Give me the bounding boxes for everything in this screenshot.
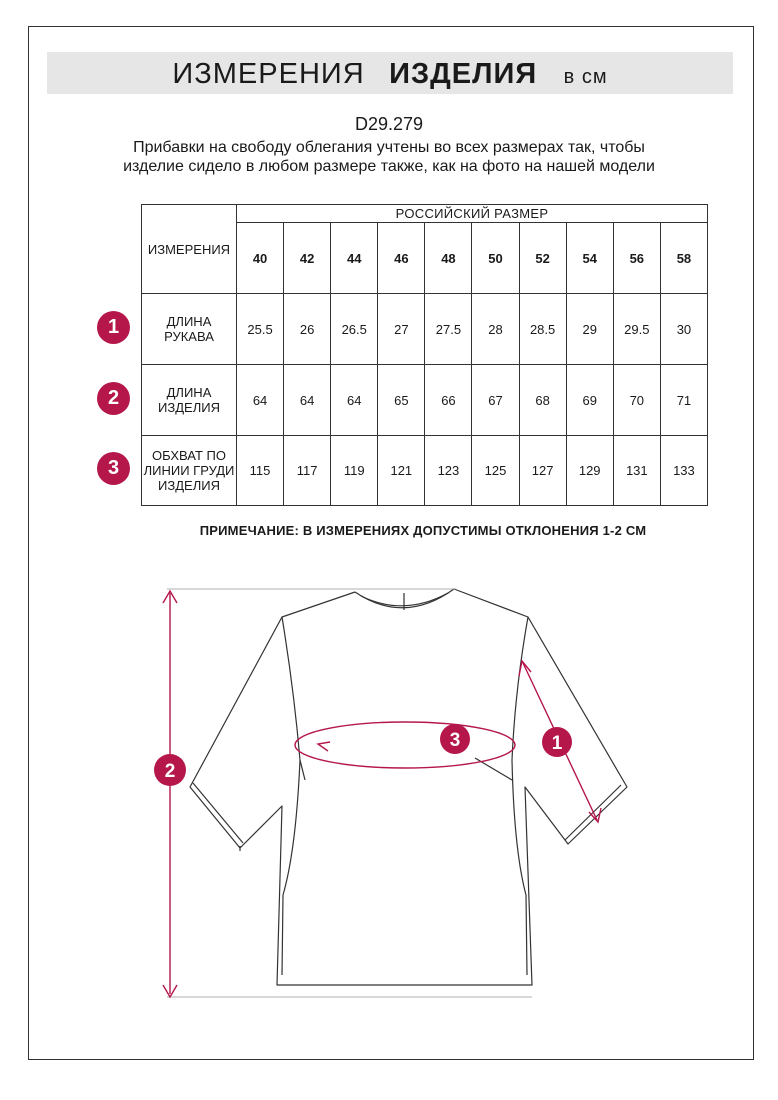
- chest-girth-ellipse: [295, 722, 515, 768]
- table-cell: 121: [378, 436, 425, 506]
- table-cell: 26.5: [331, 294, 378, 365]
- length-marker-label: 2: [164, 761, 176, 782]
- table-cell: 133: [660, 436, 707, 506]
- table-cell: 26: [284, 294, 331, 365]
- table-cell: 64: [331, 365, 378, 436]
- size-table: [141, 204, 708, 506]
- table-cell: 25.5: [237, 294, 284, 365]
- table-cell: 29.5: [613, 294, 660, 365]
- table-cell: 129: [566, 436, 613, 506]
- size-header: 44: [331, 223, 378, 294]
- table-cell: 117: [284, 436, 331, 506]
- fit-description: Прибавки на свободу облегания учтены во всех размерах так, чтобы изделие сидело в любом размере также, как на фото на нашей модели: [123, 139, 655, 175]
- table-cell: 69: [566, 365, 613, 436]
- table-row-chest-girth: [142, 436, 708, 506]
- title-unit: в см: [563, 66, 608, 88]
- table-cell: 27.5: [425, 294, 472, 365]
- size-header: 54: [566, 223, 613, 294]
- sleeve-marker-label: 1: [551, 733, 563, 754]
- size-header: 48: [425, 223, 472, 294]
- tshirt-outline: [190, 589, 627, 985]
- measurement-guides: [163, 589, 601, 997]
- table-cell: 71: [660, 365, 707, 436]
- table-cell: 66: [425, 365, 472, 436]
- table-row-garment-length: [142, 365, 708, 436]
- row-number-badge: 2: [97, 382, 130, 415]
- title-word-garment: ИЗДЕЛИЯ: [389, 58, 538, 90]
- title-banner: [47, 52, 733, 94]
- table-cell: 30: [660, 294, 707, 365]
- size-range-header: РОССИЙСКИЙ РАЗМЕР: [237, 205, 708, 223]
- title-word-measurements: ИЗМЕРЕНИЯ: [172, 58, 365, 90]
- table-cell: 28: [472, 294, 519, 365]
- table-cell: 27: [378, 294, 425, 365]
- row-number-badge: 3: [97, 452, 130, 485]
- table-cell: 68: [519, 365, 566, 436]
- table-cell: 125: [472, 436, 519, 506]
- size-header: 40: [237, 223, 284, 294]
- table-cell: 65: [378, 365, 425, 436]
- table-cell: 64: [284, 365, 331, 436]
- tolerance-note: ПРИМЕЧАНИЕ: В ИЗМЕРЕНИЯХ ДОПУСТИМЫ ОТКЛОНЕНИЯ 1-2 СМ: [199, 523, 647, 538]
- size-header: 50: [472, 223, 519, 294]
- size-header: 52: [519, 223, 566, 294]
- table-cell: 29: [566, 294, 613, 365]
- table-cell: 67: [472, 365, 519, 436]
- product-code: D29.279: [354, 114, 424, 134]
- table-row-sleeve-length: [142, 294, 708, 365]
- table-cell: 127: [519, 436, 566, 506]
- table-cell: 70: [613, 365, 660, 436]
- garment-diagram: [0, 570, 778, 1010]
- chest-marker-label: 3: [449, 730, 461, 751]
- row-number-badge: 1: [97, 311, 130, 344]
- diagram-markers: [154, 724, 572, 786]
- size-header: 46: [378, 223, 425, 294]
- table-cell: 64: [237, 365, 284, 436]
- table-cell: 119: [331, 436, 378, 506]
- size-header: 56: [613, 223, 660, 294]
- row-label: ОБХВАТ ПО ЛИНИИ ГРУДИ ИЗДЕЛИЯ: [142, 436, 237, 506]
- row-label: ДЛИНА ИЗДЕЛИЯ: [142, 365, 237, 436]
- size-header: 42: [284, 223, 331, 294]
- table-cell: 123: [425, 436, 472, 506]
- row-label: ДЛИНА РУКАВА: [142, 294, 237, 365]
- size-header: 58: [660, 223, 707, 294]
- table-cell: 28.5: [519, 294, 566, 365]
- measurement-header: ИЗМЕРЕНИЯ: [142, 205, 237, 294]
- table-cell: 131: [613, 436, 660, 506]
- table-cell: 115: [237, 436, 284, 506]
